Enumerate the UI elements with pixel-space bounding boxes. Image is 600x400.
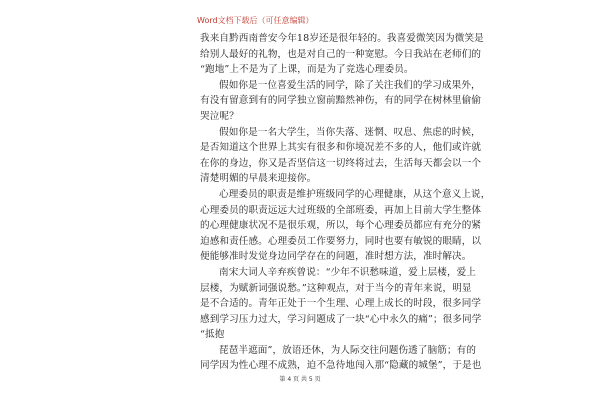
text-line: 在你的身边，你又是否坚信这一切终将过去，生活每天都会以一个 xyxy=(200,157,482,169)
text-line: 假如你是一名大学生，当你失落、迷惘、叹息、焦虑的时候， xyxy=(219,126,481,138)
text-line: 感到学习压力过大，学习问题成了一块“心中永久的痛”；很多同学 xyxy=(200,313,482,325)
text-line: 便能够准时发觉身边同学存在的问题，准时想方法，准时解决。 xyxy=(200,251,472,263)
text-line: 有没有留意到有的同学独立窗前黯然神伤，有的同学在树林里偷偷 xyxy=(200,95,482,107)
text-line: 层楼，为赋新词强说愁。”这种观点，对于当今的青年来说，明显 xyxy=(200,282,472,294)
text-line: 南宋大词人辛弃疾曾说：“少年不识愁味道，爱上层楼，爱上 xyxy=(219,266,477,278)
text-line: 琵琶半遮面”，放语还休，为人际交往问题伤透了脑筋；有的 xyxy=(219,344,477,356)
text-line: 心理委员的职责是维护班级同学的心理健康，从这个意义上说， xyxy=(219,188,491,200)
text-line: 同学因为性心理不成熟，迫不急待地闯入那“隐藏的城堡”，于是也 xyxy=(200,360,482,372)
text-line: “抵抱 xyxy=(200,329,225,341)
text-line: 是不合适的。青年正处于一个生理、心理上成长的时段，很多同学 xyxy=(200,298,482,310)
text-line: 迫感和责任感。心理委员工作要努力，同时也要有敏锐的眼睛，以 xyxy=(200,235,482,247)
text-line: 哭泣呢？ xyxy=(200,110,239,122)
body-text xyxy=(200,31,491,374)
page-header: Word文档下载后（可任意编辑） xyxy=(197,16,314,25)
page-footer: 第 4 页 共 5 页 xyxy=(279,376,321,383)
text-line: 清楚明媚的早晨来迎接你。 xyxy=(200,173,317,185)
text-line: 的心理健康状况不是很乐观，所以，每个心理委员都应有充分的紧 xyxy=(200,220,482,232)
text-line: 假如你是一位喜爱生活的同学，除了关注我们的学习成果外， xyxy=(219,79,481,91)
text-line: 心理委员的职责远远大过班级的全部班委，再加上目前大学生整体 xyxy=(200,204,482,216)
text-line: 是否知道这个世界上其实有很多和你境况差不多的人，他们或许就 xyxy=(200,142,482,154)
text-line: 给别人最好的礼物，也是对自己的一种宽慰。今日我站在老师们的 xyxy=(200,48,482,60)
text-line: 我来自黔西南普安今年18岁还是很年轻的。我喜爱微笑因为微笑是 xyxy=(200,33,484,44)
text-line: “跑地”上不是为了上课，而是为了竞选心理委员。 xyxy=(200,64,414,76)
